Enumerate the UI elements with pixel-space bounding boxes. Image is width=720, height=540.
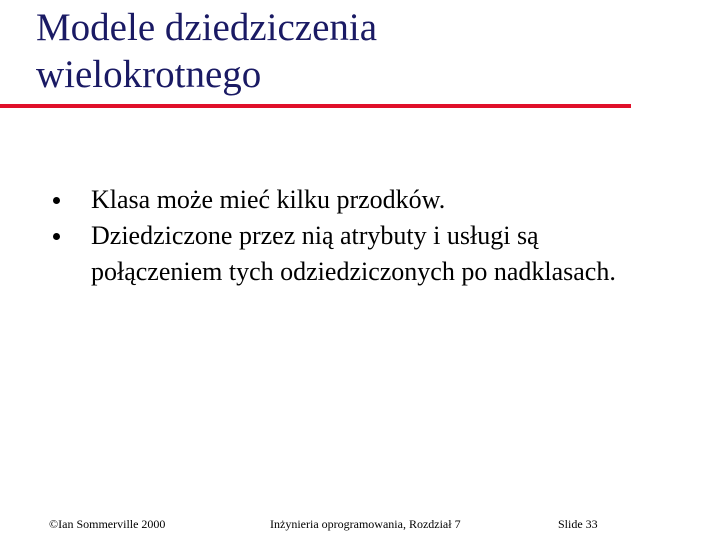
bullet-dot-icon	[53, 197, 60, 204]
bullet-item	[52, 218, 672, 290]
bullet-text: Klasa może mieć kilku przodków.	[91, 185, 446, 214]
bullet-list	[52, 182, 672, 290]
slide-title	[36, 4, 636, 98]
footer-course: Inżynieria oprogramowania, Rozdział 7	[270, 517, 461, 531]
title-underline-rule	[0, 104, 631, 108]
footer-slide-number: Slide 33	[558, 517, 598, 531]
bullet-text: Dziedziczone przez nią atrybuty i usługi są połączeniem tych odziedziczonych po nadklasach.	[91, 221, 616, 286]
bullet-dot-icon	[53, 233, 60, 240]
bullet-item	[52, 182, 672, 218]
footer-copyright: ©Ian Sommerville 2000	[49, 517, 166, 531]
slide-title-line-2: wielokrotnego	[36, 53, 262, 96]
slide-title-line-1: Modele dziedziczenia	[36, 6, 378, 49]
